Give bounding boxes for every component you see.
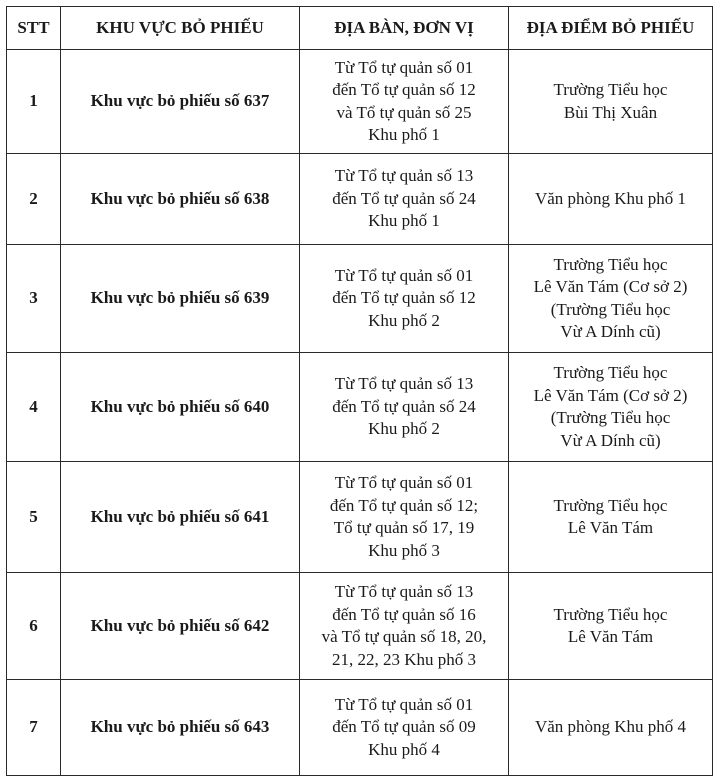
row-area: Khu vực bỏ phiếu số 643	[61, 680, 300, 776]
row-stt: 7	[7, 680, 61, 776]
place-line: Trường Tiểu học	[553, 495, 668, 515]
row-unit	[300, 462, 509, 573]
table-row	[7, 353, 713, 462]
place-line: Trường Tiểu học	[553, 254, 668, 274]
header-unit: ĐỊA BÀN, ĐƠN VỊ	[300, 7, 509, 50]
row-place	[509, 680, 713, 776]
place-line: Văn phòng Khu phố 4	[534, 717, 687, 737]
unit-line: Tổ tự quản số 17, 19	[333, 518, 475, 537]
row-place	[509, 573, 713, 680]
unit-line: đến Tổ tự quản số 16	[332, 604, 476, 624]
row-stt: 4	[7, 353, 61, 462]
place-line: Bùi Thị Xuân	[563, 102, 658, 122]
unit-line: Từ Tổ tự quản số 01	[334, 473, 474, 492]
header-stt: STT	[7, 7, 61, 50]
unit-line: Từ Tổ tự quản số 01	[334, 57, 474, 77]
unit-line: đến Tổ tự quản số 12;	[329, 495, 479, 515]
place-line: Lê Văn Tám	[567, 627, 654, 646]
row-unit	[300, 573, 509, 680]
table-row	[7, 245, 713, 353]
table-row	[7, 50, 713, 154]
place-line: (Trường Tiểu học	[550, 408, 671, 427]
unit-line: đến Tổ tự quản số 24	[332, 188, 476, 208]
unit-line: Từ Tổ tự quản số 13	[334, 374, 474, 394]
polling-stations-table	[6, 6, 713, 776]
table-row	[7, 154, 713, 245]
place-line: Văn phòng Khu phố 1	[534, 188, 687, 208]
unit-line: và Tổ tự quản số 18, 20,	[321, 627, 487, 646]
unit-line: Từ Tổ tự quản số 13	[334, 166, 474, 186]
place-line: Trường Tiểu học	[553, 80, 668, 99]
unit-line: Khu phố 3	[368, 540, 440, 560]
unit-line: Khu phố 2	[368, 310, 440, 330]
row-stt: 3	[7, 245, 61, 353]
document-page	[6, 6, 712, 776]
row-unit	[300, 154, 509, 245]
place-line: Vừ A Dính cũ)	[560, 430, 661, 450]
unit-line: Khu phố 4	[368, 739, 440, 759]
row-stt: 6	[7, 573, 61, 680]
unit-line: Từ Tổ tự quản số 01	[334, 265, 474, 285]
table-header-row	[7, 7, 713, 50]
row-place	[509, 245, 713, 353]
row-place	[509, 353, 713, 462]
row-area: Khu vực bỏ phiếu số 640	[61, 353, 300, 462]
unit-line: Khu phố 1	[368, 211, 440, 231]
row-area: Khu vực bỏ phiếu số 639	[61, 245, 300, 353]
place-line: Lê Văn Tám (Cơ sở 2)	[533, 385, 688, 405]
unit-line: và Tổ tự quản số 25	[336, 102, 472, 122]
row-place	[509, 154, 713, 245]
place-line: Trường Tiểu học	[553, 363, 668, 382]
row-unit	[300, 245, 509, 353]
unit-line: đến Tổ tự quản số 24	[332, 396, 476, 416]
row-area: Khu vực bỏ phiếu số 642	[61, 573, 300, 680]
place-line: Lê Văn Tám	[567, 518, 654, 537]
row-unit	[300, 353, 509, 462]
row-unit	[300, 50, 509, 154]
row-unit	[300, 680, 509, 776]
unit-line: 21, 22, 23 Khu phố 3	[331, 649, 477, 669]
row-area: Khu vực bỏ phiếu số 637	[61, 50, 300, 154]
table-row	[7, 462, 713, 573]
unit-line: đến Tổ tự quản số 12	[332, 80, 476, 99]
unit-line: Từ Tổ tự quản số 01	[334, 694, 474, 714]
row-stt: 2	[7, 154, 61, 245]
unit-line: đến Tổ tự quản số 12	[332, 288, 476, 308]
header-place: ĐỊA ĐIỂM BỎ PHIẾU	[509, 7, 713, 50]
place-line: Lê Văn Tám (Cơ sở 2)	[533, 277, 688, 296]
header-area: KHU VỰC BỎ PHIẾU	[61, 7, 300, 50]
place-line: Vừ A Dính cũ)	[560, 322, 661, 341]
row-place	[509, 462, 713, 573]
row-area: Khu vực bỏ phiếu số 641	[61, 462, 300, 573]
place-line: Trường Tiểu học	[553, 604, 668, 624]
unit-line: Từ Tổ tự quản số 13	[334, 582, 474, 601]
unit-line: Khu phố 2	[368, 419, 440, 439]
table-row	[7, 573, 713, 680]
row-place	[509, 50, 713, 154]
row-stt: 1	[7, 50, 61, 154]
unit-line: đến Tổ tự quản số 09	[332, 717, 476, 737]
place-line: (Trường Tiểu học	[550, 299, 671, 319]
table-row	[7, 680, 713, 776]
unit-line: Khu phố 1	[368, 125, 440, 144]
row-area: Khu vực bỏ phiếu số 638	[61, 154, 300, 245]
row-stt: 5	[7, 462, 61, 573]
